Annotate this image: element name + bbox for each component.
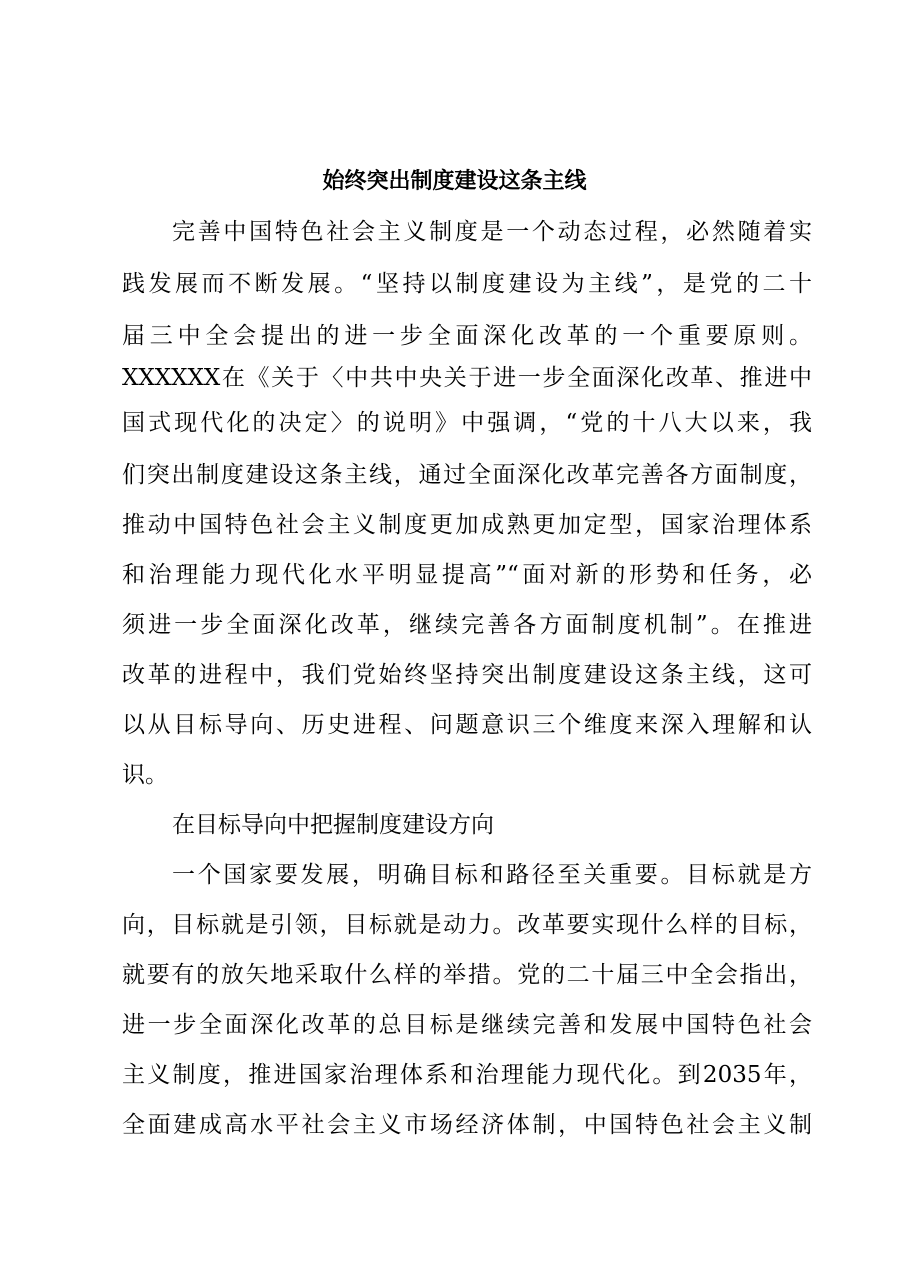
paragraph-line: 推动中国特色社会主义制度更加成熟更加定型，国家治理体系 (122, 512, 812, 538)
paragraph-line: 国式现代化的决定〉的说明》中强调，“党的十八大以来，我 (122, 410, 812, 436)
paragraph-line: 届三中全会提出的进一步全面深化改革的一个重要原则。 (122, 323, 812, 349)
section-heading: 在目标导向中把握制度建设方向 (172, 812, 494, 838)
paragraph-line: 一个国家要发展，明确目标和路径至关重要。目标就是方 (172, 862, 812, 888)
paragraph-line: 进一步全面深化改革的总目标是继续完善和发展中国特色社会 (122, 1012, 812, 1038)
paragraph-line: 完善中国特色社会主义制度是一个动态过程，必然随着实 (172, 219, 812, 245)
paragraph-line: 和治理能力现代化水平明显提高”“面对新的形势和任务，必 (122, 562, 812, 588)
document-title: 始终突出制度建设这条主线 (322, 168, 587, 194)
paragraph-line: 识。 (122, 762, 168, 788)
paragraph-line: 须进一步全面深化改革，继续完善各方面制度机制”。在推进 (122, 612, 812, 638)
paragraph-line: 践发展而不断发展。“坚持以制度建设为主线”，是党的二十 (122, 271, 812, 297)
paragraph-line: 全面建成高水平社会主义市场经济体制，中国特色社会主义制 (122, 1112, 812, 1138)
paragraph-line: 以从目标导向、历史进程、问题意识三个维度来深入理解和认 (122, 712, 812, 738)
paragraph-line: 改革的进程中，我们党始终坚持突出制度建设这条主线，这可 (122, 662, 812, 688)
paragraph-line: 们突出制度建设这条主线，通过全面深化改革完善各方面制度， (122, 462, 812, 488)
paragraph-line: 向，目标就是引领，目标就是动力。改革要实现什么样的目标， (122, 912, 812, 938)
paragraph-line: XXXXXX在《关于〈中共中央关于进一步全面深化改革、推进中 (122, 365, 812, 391)
paragraph-line: 就要有的放矢地采取什么样的举措。党的二十届三中全会指出， (122, 962, 812, 988)
paragraph-line: 主义制度，推进国家治理体系和治理能力现代化。到2035年， (122, 1062, 812, 1088)
